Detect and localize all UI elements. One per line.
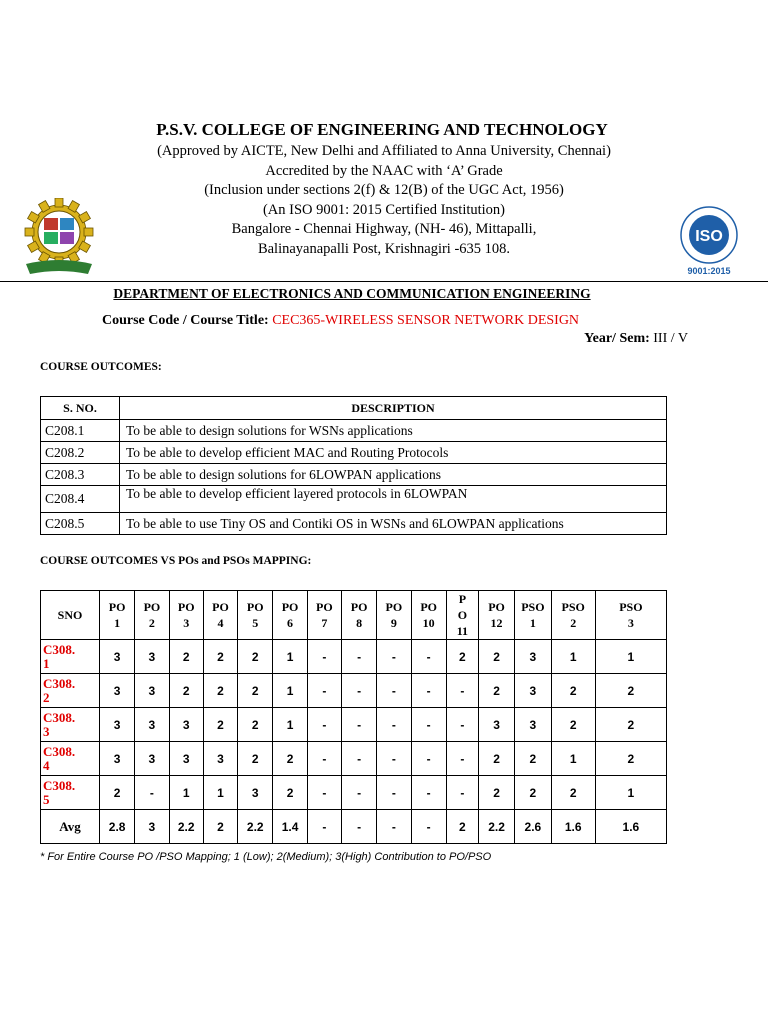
avg-cell: 2 — [446, 810, 478, 844]
header-line-ugc: (Inclusion under sections 2(f) & 12(B) of the UGC Act, 1956) — [204, 182, 564, 198]
table-row — [41, 442, 667, 464]
row-label — [41, 776, 100, 810]
column-header — [273, 591, 307, 640]
mapping-cell: 2 — [478, 776, 514, 810]
avg-cell: - — [377, 810, 411, 844]
header-line-iso: (An ISO 9001: 2015 Certified Institution) — [262, 201, 506, 218]
mapping-cell: 3 — [135, 640, 169, 674]
column-header — [515, 591, 551, 640]
mapping-cell: 2 — [551, 776, 595, 810]
mapping-cell: 1 — [273, 640, 307, 674]
mapping-cell: - — [411, 674, 446, 708]
column-header-line: PSO — [619, 600, 643, 614]
avg-cell: 2.8 — [100, 810, 135, 844]
column-header-line: 2 — [570, 616, 577, 630]
avg-cell: 2.2 — [238, 810, 273, 844]
mapping-cell: 3 — [135, 674, 169, 708]
mapping-cell: 2 — [478, 674, 514, 708]
column-header-line: P — [458, 592, 467, 606]
column-header — [238, 591, 273, 640]
mapping-cell: 2 — [595, 674, 666, 708]
column-header-line: 5 — [252, 616, 259, 630]
table-header-row — [41, 397, 667, 420]
mapping-cell: 2 — [203, 640, 237, 674]
mapping-cell: - — [377, 708, 411, 742]
mapping-cell: 1 — [273, 708, 307, 742]
header-line-address-1: Bangalore - Chennai Highway, (NH- 46), Mittapalli, — [231, 221, 537, 237]
mapping-cell: 2 — [238, 640, 273, 674]
column-header — [203, 591, 237, 640]
mapping-cell: 2 — [203, 708, 237, 742]
course-value: CEC365-WIRELESS SENSOR NETWORK DESIGN — [272, 313, 580, 328]
outcome-code: C208.5 — [41, 513, 120, 535]
mapping-cell: 3 — [135, 708, 169, 742]
mapping-cell: - — [341, 742, 376, 776]
table-row — [41, 486, 667, 513]
table-header-row — [41, 591, 667, 640]
outcome-code: C208.1 — [41, 420, 120, 442]
mapping-cell: 3 — [515, 674, 551, 708]
outcome-description: To be able to use Tiny OS and Contiki OS in WSNs and 6LOWPAN applications — [120, 513, 667, 535]
row-label-line: C308. — [43, 675, 76, 691]
mapping-cell: 3 — [100, 640, 135, 674]
column-header — [595, 591, 666, 640]
outcome-description: To be able to develop efficient layered protocols in 6LOWPAN — [120, 486, 667, 513]
column-header — [41, 591, 100, 640]
iso-logo-cert: 9001:2015 — [687, 266, 731, 276]
column-header-line: 1 — [114, 616, 121, 630]
avg-cell: - — [411, 810, 446, 844]
mapping-cell: 3 — [478, 708, 514, 742]
mapping-cell: 1 — [595, 640, 666, 674]
mapping-cell: - — [411, 708, 446, 742]
mapping-cell: 3 — [515, 708, 551, 742]
row-label — [41, 674, 100, 708]
column-header — [169, 591, 203, 640]
mapping-cell: 1 — [203, 776, 237, 810]
mapping-cell: - — [307, 742, 341, 776]
column-header — [307, 591, 341, 640]
column-header — [135, 591, 169, 640]
table-row — [41, 742, 667, 776]
mapping-cell: 2 — [595, 742, 666, 776]
year-sem-label: Year/ Sem: — [584, 331, 654, 346]
column-header-line: 3 — [183, 616, 190, 630]
avg-cell: 1.4 — [273, 810, 307, 844]
iso-logo-text: ISO — [695, 228, 723, 245]
row-label — [41, 640, 100, 674]
mapping-cell: 2 — [273, 742, 307, 776]
column-header-line: PO — [420, 600, 437, 614]
mapping-cell: - — [377, 776, 411, 810]
mapping-cell: 3 — [169, 742, 203, 776]
column-header — [100, 591, 135, 640]
course-label: Course Code / Course Title: — [102, 313, 273, 328]
header-line-approval: (Approved by AICTE, New Delhi and Affiliated to Anna University, Chennai) — [157, 143, 611, 159]
mapping-cell: 2 — [273, 776, 307, 810]
mapping-cell: 2 — [169, 640, 203, 674]
column-header-sno: S. NO. — [41, 397, 120, 420]
outcome-description: To be able to design solutions for WSNs applications — [120, 420, 667, 442]
mapping-footnote: * For Entire Course PO /PSO Mapping; 1 (Low); 2(Medium); 3(High) Contribution to PO/PSO — [40, 851, 492, 863]
header-line-address-2: Balinayanapalli Post, Krishnagiri -635 108. — [257, 240, 511, 257]
column-header-line: 4 — [217, 616, 224, 630]
mapping-cell: - — [307, 708, 341, 742]
column-header-line: 6 — [287, 616, 294, 630]
mapping-cell: - — [341, 674, 376, 708]
column-header-line: O — [457, 608, 468, 622]
avg-cell: 2.2 — [169, 810, 203, 844]
column-header-line: PSO — [561, 600, 585, 614]
table-row — [41, 708, 667, 742]
column-header-line: PO — [281, 600, 299, 614]
mapping-cell: - — [307, 640, 341, 674]
row-label-line: 3 — [43, 723, 50, 739]
outcome-description: To be able to develop efficient MAC and Routing Protocols — [120, 442, 667, 464]
column-header-line: 10 — [422, 616, 435, 630]
column-header-line: PSO — [521, 600, 545, 614]
table-row — [41, 640, 667, 674]
column-header-line: PO — [108, 600, 126, 614]
mapping-cell: 3 — [135, 742, 169, 776]
column-header — [478, 591, 514, 640]
table-row — [41, 513, 667, 535]
row-label-line: 2 — [43, 689, 50, 705]
mapping-cell: - — [307, 776, 341, 810]
column-header-line: 7 — [321, 616, 328, 630]
mapping-cell: - — [411, 742, 446, 776]
mapping-cell: 1 — [169, 776, 203, 810]
mapping-cell: - — [341, 776, 376, 810]
mapping-cell: 2 — [203, 674, 237, 708]
column-header-line: PO — [212, 600, 229, 614]
outcome-description: To be able to design solutions for 6LOWPAN applications — [120, 464, 667, 486]
mapping-cell: 2 — [238, 742, 273, 776]
column-header-line: 9 — [390, 616, 397, 630]
mapping-cell: 3 — [515, 640, 551, 674]
column-header-line: 1 — [529, 616, 536, 630]
table-row — [41, 776, 667, 810]
column-header-line: PO — [177, 600, 195, 614]
college-name: P.S.V. COLLEGE OF ENGINEERING AND TECHNOLOGY — [156, 120, 608, 139]
row-label — [41, 742, 100, 776]
column-header — [341, 591, 376, 640]
mapping-cell: 3 — [100, 742, 135, 776]
outcome-code: C208.2 — [41, 442, 120, 464]
mapping-cell: 1 — [551, 640, 595, 674]
avg-cell: 1.6 — [595, 810, 666, 844]
college-header — [0, 118, 768, 259]
avg-cell: 3 — [135, 810, 169, 844]
header-divider — [0, 281, 768, 282]
mapping-cell: 1 — [273, 674, 307, 708]
course-outcomes-heading: COURSE OUTCOMES: — [40, 361, 162, 373]
column-header — [377, 591, 411, 640]
header-line-accreditation: Accredited by the NAAC with ‘A’ Grade — [265, 162, 503, 179]
mapping-cell: - — [446, 742, 478, 776]
avg-cell: 2 — [203, 810, 237, 844]
mapping-cell: 2 — [478, 640, 514, 674]
row-label-line: 4 — [43, 757, 50, 773]
mapping-cell: 3 — [100, 674, 135, 708]
mapping-cell: 3 — [238, 776, 273, 810]
mapping-cell: - — [377, 742, 411, 776]
year-sem-value: III / V — [653, 331, 688, 346]
column-header-line: PO — [246, 600, 264, 614]
avg-label: Avg — [41, 810, 100, 844]
column-header-line: 11 — [456, 624, 469, 638]
table-row — [41, 674, 667, 708]
column-header-line: 2 — [148, 616, 155, 630]
row-label-line: C308. — [43, 777, 76, 793]
column-header-description: DESCRIPTION — [120, 397, 667, 420]
mapping-cell: - — [307, 674, 341, 708]
po-pso-mapping-table — [40, 590, 667, 844]
mapping-cell: - — [377, 674, 411, 708]
outcome-code: C208.3 — [41, 464, 120, 486]
column-header-line: 3 — [627, 616, 634, 630]
column-header-line: PO — [488, 600, 505, 614]
course-outcomes-table — [40, 396, 667, 535]
mapping-cell: 2 — [551, 674, 595, 708]
column-header — [411, 591, 446, 640]
mapping-cell: - — [446, 708, 478, 742]
mapping-cell: 1 — [551, 742, 595, 776]
course-line — [102, 313, 579, 329]
mapping-cell: 2 — [169, 674, 203, 708]
mapping-cell: - — [411, 776, 446, 810]
mapping-cell: 1 — [595, 776, 666, 810]
row-label-line: C308. — [43, 743, 76, 759]
mapping-cell: - — [446, 776, 478, 810]
mapping-cell: 3 — [203, 742, 237, 776]
year-sem-line — [584, 331, 688, 347]
mapping-cell: - — [341, 708, 376, 742]
mapping-cell: 2 — [515, 776, 551, 810]
avg-cell: 1.6 — [551, 810, 595, 844]
column-header-line: 12 — [490, 616, 503, 630]
row-label-line: C308. — [43, 709, 76, 725]
mapping-cell: - — [135, 776, 169, 810]
row-label-line: 5 — [43, 791, 50, 807]
avg-cell: - — [307, 810, 341, 844]
table-row — [41, 420, 667, 442]
mapping-cell: 2 — [238, 708, 273, 742]
mapping-cell: 3 — [100, 708, 135, 742]
table-row — [41, 464, 667, 486]
row-label — [41, 708, 100, 742]
column-header-line: PO — [143, 600, 161, 614]
department-title: DEPARTMENT OF ELECTRONICS AND COMMUNICATION ENGINEERING — [113, 286, 591, 301]
row-label-line: 1 — [43, 655, 50, 671]
avg-cell: - — [341, 810, 376, 844]
mapping-cell: - — [341, 640, 376, 674]
avg-cell: 2.2 — [478, 810, 514, 844]
column-header — [446, 591, 478, 640]
column-header-line: 8 — [356, 616, 363, 630]
mapping-cell: 3 — [169, 708, 203, 742]
mapping-cell: 2 — [551, 708, 595, 742]
mapping-cell: 2 — [515, 742, 551, 776]
column-header-line: SNO — [57, 608, 83, 622]
avg-row — [41, 810, 667, 844]
row-label-line: C308. — [43, 641, 76, 657]
mapping-cell: 2 — [100, 776, 135, 810]
mapping-cell: - — [411, 640, 446, 674]
column-header — [551, 591, 595, 640]
mapping-cell: 2 — [446, 640, 478, 674]
outcome-code: C208.4 — [41, 486, 120, 513]
column-header-line: PO — [316, 600, 333, 614]
mapping-cell: 2 — [478, 742, 514, 776]
avg-cell: 2.6 — [515, 810, 551, 844]
mapping-cell: - — [377, 640, 411, 674]
column-header-line: PO — [385, 600, 403, 614]
mapping-cell: 2 — [238, 674, 273, 708]
mapping-cell: - — [446, 674, 478, 708]
mapping-heading: COURSE OUTCOMES VS POs and PSOs MAPPING: — [40, 555, 312, 567]
column-header-line: PO — [350, 600, 368, 614]
mapping-cell: 2 — [595, 708, 666, 742]
